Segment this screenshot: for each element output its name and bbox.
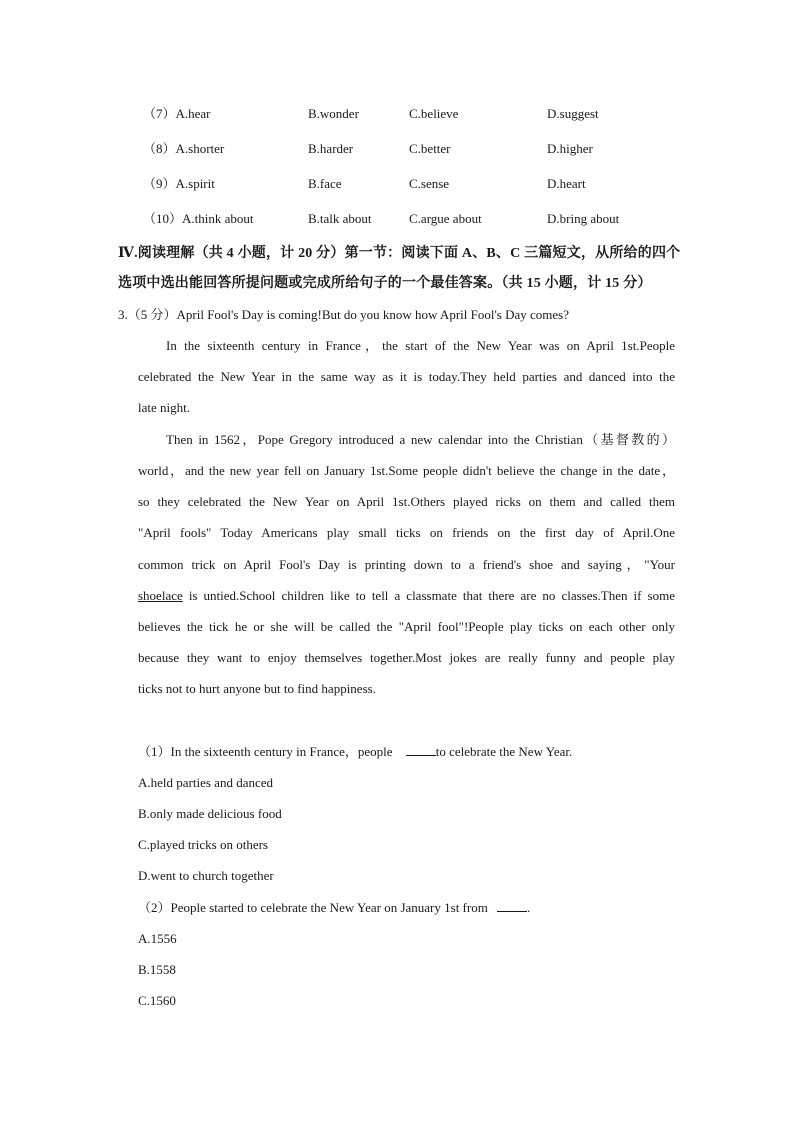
section-heading-line-2: 选项中选出能回答所提问题或完成所给句子的一个最佳答案。（共 15 小题，计 15 分）	[118, 276, 652, 291]
sub-question-1-stem-after: to celebrate the New Year.	[435, 744, 573, 759]
passage-p2-line-4: "April fools" Today Americans play small ticks on friends on the first day of April.One	[138, 525, 675, 540]
option-row-7-c: C.believe	[409, 106, 459, 121]
option-row-10-b: B.talk about	[308, 211, 372, 226]
passage-p2-line-3: so they celebrated the New Year on April 1st.Others played ricks on them and called them	[138, 494, 675, 509]
option-row-7-a: （7）A.hear	[143, 106, 211, 121]
option-row-8-d: D.higher	[547, 141, 593, 156]
option-row-8-b: B.harder	[308, 141, 354, 156]
option-row-7-b: B.wonder	[308, 106, 359, 121]
sub-question-2-stem-after: .	[527, 900, 531, 915]
answer-blank	[497, 899, 527, 912]
sub-question-1-stem	[138, 743, 572, 761]
passage-p1-line-2: celebrated the New Year in the same way as it is today.They held parties and danced into the	[138, 369, 675, 384]
passage-p1-line-3: late night.	[138, 400, 190, 415]
sub-question-2-stem	[138, 899, 530, 917]
underlined-word: shoelace	[138, 588, 183, 603]
sub-question-1-option-a: A.held parties and danced	[138, 775, 274, 790]
option-row-10-a: （10）A.think about	[143, 211, 254, 226]
option-row-9-b: B.face	[308, 176, 342, 191]
option-row-9-a: （9）A.spirit	[143, 176, 215, 191]
passage-p2-line-1: Then in 1562，Pope Gregory introduced a new calendar into the Christian（基督教的）	[166, 432, 675, 447]
passage-p2-line-9: ticks not to hurt anyone but to find happiness.	[138, 681, 376, 696]
passage-p2-line-6-rest: is untied.School children like to tell a classmate that there are no classes.Then if some	[182, 588, 675, 603]
option-row-9-c: C.sense	[409, 176, 450, 191]
sub-question-2-option-b: B.1558	[138, 962, 176, 977]
sub-question-1-option-d: D.went to church together	[138, 868, 274, 883]
option-row-7-d: D.suggest	[547, 106, 599, 121]
passage-p2-line-8: because they want to enjoy themselves together.Most jokes are really funny and people play	[138, 650, 675, 665]
sub-question-1-option-c: C.played tricks on others	[138, 837, 268, 852]
passage-p2-line-2: world，and the new year fell on January 1st.Some people didn't believe the change in the date，	[138, 463, 675, 478]
sub-question-2-option-a: A.1556	[138, 931, 177, 946]
section-heading-line-1: Ⅳ.阅读理解（共 4 小题，计 20 分）第一节：阅读下面 A、B、C 三篇短文，从所给的四个	[118, 246, 681, 261]
option-row-10-d: D.bring about	[547, 211, 620, 226]
sub-question-1-stem-before: （1）In the sixteenth century in France，people	[138, 744, 393, 759]
option-row-8-a: （8）A.shorter	[143, 141, 225, 156]
passage-p1-line-1: In the sixteenth century in France，the start of the New Year was on April 1st.People	[166, 338, 675, 353]
option-row-10-c: C.argue about	[409, 211, 482, 226]
passage-p2-line-5: common trick on April Fool's Day is printing down to a friend's shoe and saying，"Your	[138, 557, 675, 572]
sub-question-2-option-c: C.1560	[138, 993, 176, 1008]
passage-p2-line-7: believes the tick he or she will be called the "April fool"!People play ticks on each other only	[138, 619, 675, 634]
option-row-8-c: C.better	[409, 141, 451, 156]
sub-question-1-option-b: B.only made delicious food	[138, 806, 282, 821]
answer-blank	[406, 743, 436, 756]
question-3-header: 3.（5 分）April Fool's Day is coming!But do you know how April Fool's Day comes?	[118, 307, 570, 322]
passage-p2-line-6	[138, 587, 675, 605]
option-row-9-d: D.heart	[547, 176, 586, 191]
sub-question-2-stem-before: （2）People started to celebrate the New Year on January 1st from	[138, 900, 488, 915]
